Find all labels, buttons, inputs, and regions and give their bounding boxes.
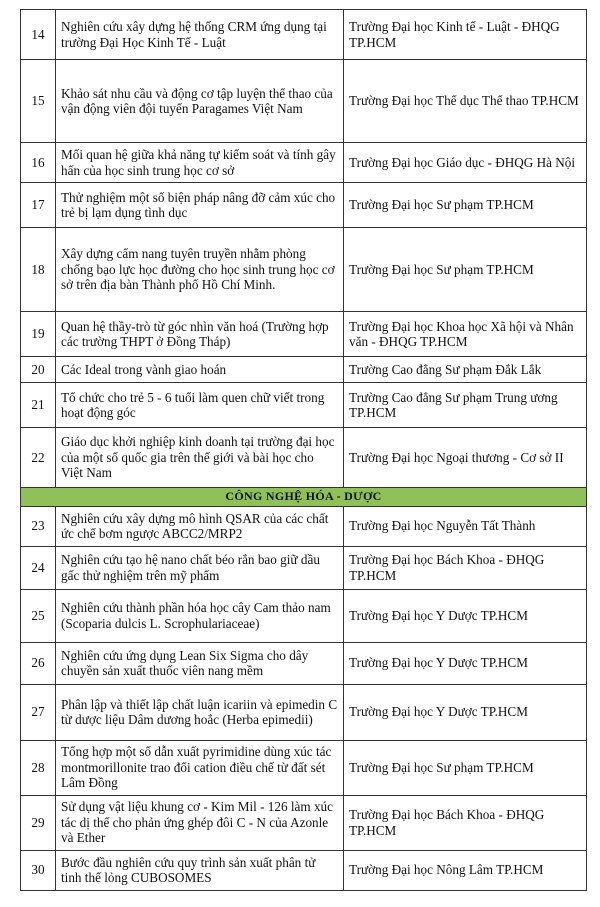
institution: Trường Đại học Y Dược TP.HCM [344, 642, 587, 684]
project-title: Quan hệ thầy-trò từ góc nhìn văn hoá (Trường hợp các trường THPT ở Đồng Tháp) [56, 312, 344, 357]
table-row [21, 60, 587, 143]
institution: Trường Đại học Khoa học Xã hội và Nhân văn - ĐHQG TP.HCM [344, 312, 587, 357]
table-row [21, 383, 587, 428]
table-row [21, 228, 587, 312]
row-number: 27 [21, 684, 56, 740]
project-title: Thử nghiệm một số biện pháp nâng đỡ cảm xúc cho trẻ bị lạm dụng tình dục [56, 183, 344, 228]
institution: Trường Đại học Sư phạm TP.HCM [344, 228, 587, 312]
table-row [21, 357, 587, 383]
project-title: Nghiên cứu thành phần hóa học cây Cam thảo nam (Scoparia dulcis L. Scrophulariaceae) [56, 589, 344, 642]
row-number: 24 [21, 546, 56, 589]
row-number: 23 [21, 506, 56, 546]
project-title: Nghiên cứu tạo hệ nano chất béo rắn bao giữ dầu gấc thử nghiệm trên mỹ phẩm [56, 546, 344, 589]
row-number: 20 [21, 357, 56, 383]
table-row [21, 312, 587, 357]
project-title: Nghiên cứu xây dựng hệ thống CRM ứng dụng tại trường Đại Học Kinh Tế - Luật [56, 10, 344, 60]
table-row [21, 795, 587, 850]
institution: Trường Đại học Y Dược TP.HCM [344, 684, 587, 740]
section-header-row [21, 488, 587, 507]
table-row [21, 10, 587, 60]
project-title: Mối quan hệ giữa khả năng tự kiểm soát và tính gây hấn của học sinh trung học cơ sở [56, 143, 344, 183]
project-title: Các Ideal trong vành giao hoán [56, 357, 344, 383]
row-number: 19 [21, 312, 56, 357]
table-row [21, 428, 587, 488]
row-number: 21 [21, 383, 56, 428]
row-number: 26 [21, 642, 56, 684]
institution: Trường Đại học Sư phạm TP.HCM [344, 183, 587, 228]
document-page [20, 9, 586, 891]
table-row [21, 506, 587, 546]
row-number: 15 [21, 60, 56, 143]
table-row [21, 684, 587, 740]
institution: Trường Đại học Giáo dục - ĐHQG Hà Nội [344, 143, 587, 183]
row-number: 28 [21, 740, 56, 795]
row-number: 29 [21, 795, 56, 850]
institution: Trường Đại học Kinh tế - Luật - ĐHQG TP.HCM [344, 10, 587, 60]
institution: Trường Đại học Nông Lâm TP.HCM [344, 850, 587, 890]
institution: Trường Đại học Sư phạm TP.HCM [344, 740, 587, 795]
institution: Trường Đại học Bách Khoa - ĐHQG TP.HCM [344, 795, 587, 850]
table-row [21, 546, 587, 589]
project-title: Tổ chức cho trẻ 5 - 6 tuổi làm quen chữ viết trong hoạt động góc [56, 383, 344, 428]
institution: Trường Đại học Y Dược TP.HCM [344, 589, 587, 642]
table-row [21, 183, 587, 228]
project-title: Nghiên cứu xây dựng mô hình QSAR của các chất ức chế bơm ngược ABCC2/MRP2 [56, 506, 344, 546]
row-number: 14 [21, 10, 56, 60]
institution: Trường Đại học Bách Khoa - ĐHQG TP.HCM [344, 546, 587, 589]
project-title: Phân lập và thiết lập chất luận icariin và epimedin C từ dược liệu Dâm dương hoắc (Herba epimedii) [56, 684, 344, 740]
institution: Trường Đại học Thể dục Thể thao TP.HCM [344, 60, 587, 143]
table-row [21, 850, 587, 890]
table-row [21, 143, 587, 183]
row-number: 30 [21, 850, 56, 890]
row-number: 18 [21, 228, 56, 312]
table-row [21, 642, 587, 684]
institution: Trường Đại học Ngoại thương - Cơ sở II [344, 428, 587, 488]
table-row [21, 589, 587, 642]
research-table [20, 9, 587, 891]
project-title: Nghiên cứu ứng dụng Lean Six Sigma cho dây chuyền sản xuất thuốc viên nang mềm [56, 642, 344, 684]
project-title: Giáo dục khởi nghiệp kinh doanh tại trường đại học của một số quốc gia trên thế giới và bài học cho Việt Nam [56, 428, 344, 488]
row-number: 16 [21, 143, 56, 183]
project-title: Khảo sát nhu cầu và động cơ tập luyện thể thao của vận động viên đội tuyển Paragames Việt Nam [56, 60, 344, 143]
institution: Trường Cao đẳng Sư phạm Đắk Lắk [344, 357, 587, 383]
project-title: Bước đầu nghiên cứu quy trình sản xuất phân tử tinh thể lỏng CUBOSOMES [56, 850, 344, 890]
institution: Trường Đại học Nguyễn Tất Thành [344, 506, 587, 546]
project-title: Tổng hợp một số dẫn xuất pyrimidine dùng xúc tác montmorillonite trao đổi cation điều chế từ đất sét Lâm Đồng [56, 740, 344, 795]
row-number: 22 [21, 428, 56, 488]
project-title: Xây dựng cẩm nang tuyên truyền nhằm phòng chống bạo lực học đường cho học sinh trung học cơ sở trên địa bàn Thành phố Hồ Chí Minh. [56, 228, 344, 312]
row-number: 25 [21, 589, 56, 642]
section-title: CÔNG NGHỆ HÓA - DƯỢC [21, 488, 587, 507]
project-title: Sử dụng vật liệu khung cơ - Kim Mil - 126 làm xúc tác dị thể cho phản ứng ghép đôi C - N của Azonle và Ether [56, 795, 344, 850]
table-row [21, 740, 587, 795]
institution: Trường Cao đẳng Sư phạm Trung ương TP.HCM [344, 383, 587, 428]
row-number: 17 [21, 183, 56, 228]
